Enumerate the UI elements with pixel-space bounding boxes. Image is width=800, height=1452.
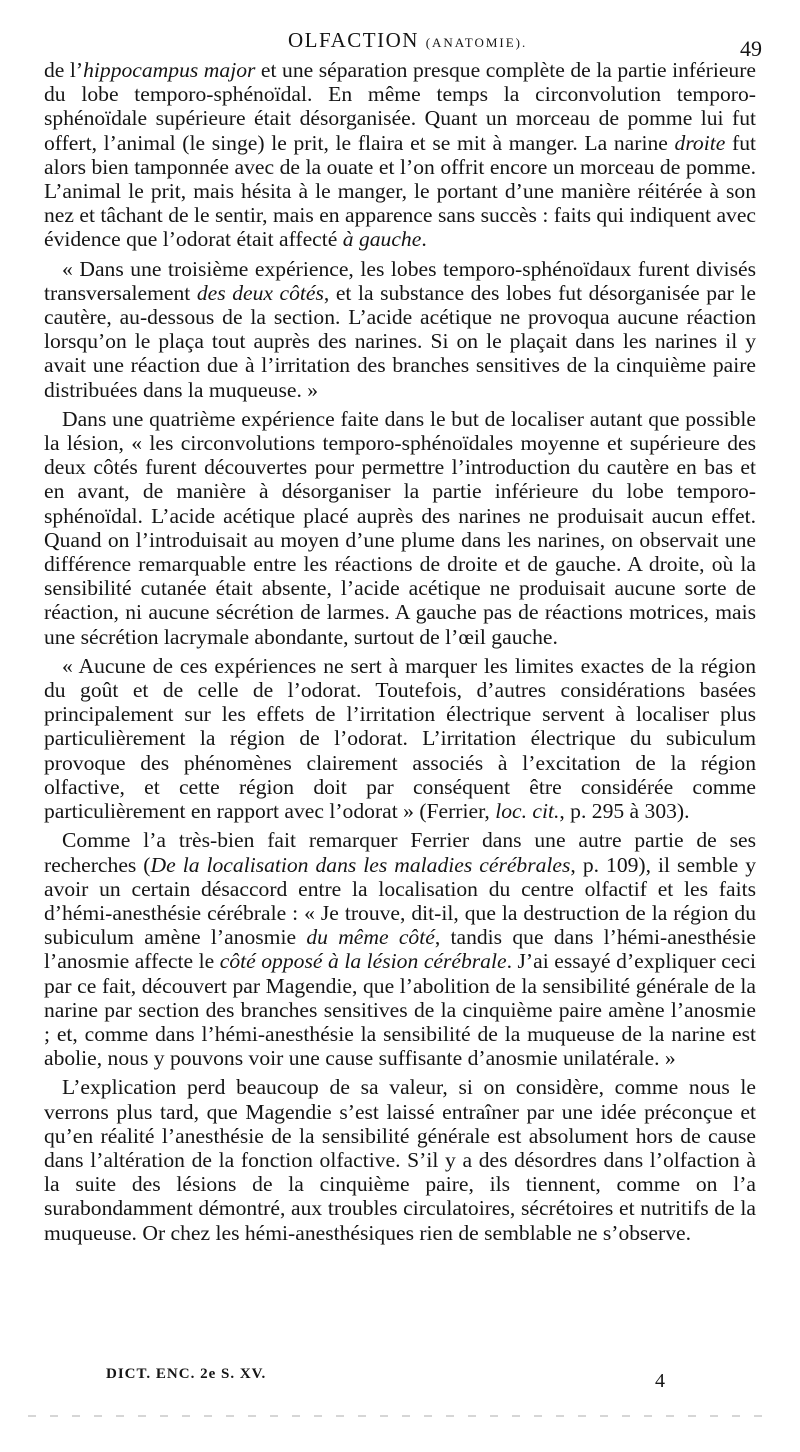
paragraph (44, 58, 756, 252)
paragraph (44, 257, 756, 402)
scan-artifact (28, 1415, 768, 1417)
paragraph (44, 1075, 756, 1244)
italic-text: à gauche (342, 227, 422, 252)
text-run: Dans une quatrième expérience faite dans le but de localiser autant que possible la lésion, « les circonvolutions temporo-sphénoïdales moyenne et supérieure des deux côtés furent découvertes pour permettre l’introduction du cautère en bas et en avant, de manière à désorganiser la partie inférieure du lobe temporo-sphénoïdal. L’acide acétique placé auprès des narines ne produisait aucun effet. Quand on l’introduisait au moyen d’une plume dans les narines, on observait une différence remarquable entre les réactions de droite et de gauche. A droite, où la sensibilité cutanée était absente, l’acide acétique ne produisait aucune sorte de réaction, ni aucune sécrétion de larmes. A gauche pas de réactions motrices, mais une sécrétion lacrymale abondante, surtout de l’œil gauche. (44, 406, 756, 649)
paragraph (44, 407, 756, 649)
text-run: « Dans une troisième expérience, les lobes temporo-sphénoïdaux furent divisés transversalement (44, 256, 756, 305)
italic-text: De la localisation dans les maladies cérébrales (150, 852, 571, 877)
page-footer (0, 1366, 800, 1406)
text-run: « Aucune de ces expériences ne sert à marquer les limites exactes de la région du goût et de celle de l’odorat. Toutefois, d’autres considérations basées principalement sur les effets de l’irritation électrique servent à localiser plus particulièrement la région de l’odorat. L’irritation électrique du subiculum provoque des phénomènes clairement associés à l’excitation de la région olfactive, et cette région doit par conséquent être considérée comme particulièrement en rapport avec l’odorat » (Ferrier, (44, 653, 756, 824)
italic-text: hippocampus major (83, 58, 256, 82)
italic-text: côté opposé à la lésion cérébrale (219, 949, 507, 974)
italic-text: droite (674, 130, 726, 155)
text-run: de l’ (44, 58, 84, 82)
text-run: , p. 109), il semble y avoir un certain désaccord entre la localisation du centre olfactif et les faits d’hémi-anesthésie cérébrale : « Je trouve, dit-il, que la destruction de la région du subiculum amène l’anosmie (44, 852, 757, 950)
text-run: , et la substance des lobes fut désorganisée par le cautère, au-dessous de la section. L’acide acétique ne provoqua aucune réaction lorsqu’on le plaça tout auprès des narines. Si on le plaçait dans les narines il y avait une réaction due à l’irritation des branches sensitives de la cinquième paire distribuées dans la muqueuse. » (44, 280, 757, 402)
running-title-subtitle: (ANATOMIE). (425, 35, 528, 50)
paragraph (44, 828, 756, 1070)
page-header (0, 28, 800, 61)
text-run: , p. 295 à 303). (559, 799, 690, 824)
body-text (44, 58, 756, 1250)
text-run: et une séparation presque complète de la partie inférieure du lobe temporo-sphénoïdal. En même temps la circonvolution temporo-sphénoïdale supérieure était désorganisée. Quant un morceau de pomme lui fut offert, l’animal (le singe) le prit, le flaira et se mit à manger. La narine (44, 58, 756, 155)
text-run: Comme l’a très-bien fait remarquer Ferrier dans une autre partie de ses recherches ( (44, 828, 756, 877)
signature-number: 4 (655, 1370, 665, 1392)
page-number: 49 (740, 36, 762, 61)
text-run: . (421, 227, 427, 252)
text-run: . J’ai essayé d’expliquer ceci par ce fait, découvert par Magendie, que l’abolition de la sensibilité générale de la narine par section des branches sensitives de la cinquième paire amène l’anosmie ; et, comme dans l’hémi-anesthésie la sensibilité de la muqueuse de la narine est abolie, nous y pouvons voir une cause suffisante d’anosmie unilatérale. » (44, 949, 756, 1071)
italic-text: du même côté (306, 925, 435, 950)
italic-text: loc. cit. (495, 799, 560, 824)
running-title-main: OLFACTION (288, 28, 419, 52)
printer-signature: DICT. ENC. 2e S. XV. (106, 1366, 267, 1382)
text-run: L’explication perd beaucoup de sa valeur, si on considère, comme nous le verrons plus tard, que Magendie s’est laissé entraîner par une idée préconçue et qu’en réalité l’anesthésie de la sensibilité générale est absolument hors de cause dans l’altération de la fonction olfactive. S’il y a des désordres dans l’olfaction à la suite des lésions de la cinquième paire, ils tiennent, comme on l’a surabondamment démontré, aux troubles circulatoires, sécrétoires et nutritifs de la muqueuse. Or chez les hémi-anesthésiques rien de semblable ne s’observe. (44, 1075, 756, 1245)
running-title (288, 28, 527, 53)
italic-text: des deux côtés (196, 280, 324, 305)
text-run: , tandis que dans l’hémi-anesthésie l’anosmie affecte le (44, 925, 756, 974)
text-run: fut alors bien tamponnée avec de la ouate et l’on offrit encore un morceau de pomme. L’animal le prit, mais hésita à le manger, le portant d’une manière réitérée à son nez et tâchant de le sentir, mais en apparence sans succès : faits qui indiquent avec évidence que l’odorat était affecté (44, 130, 756, 252)
paragraph (44, 654, 756, 823)
